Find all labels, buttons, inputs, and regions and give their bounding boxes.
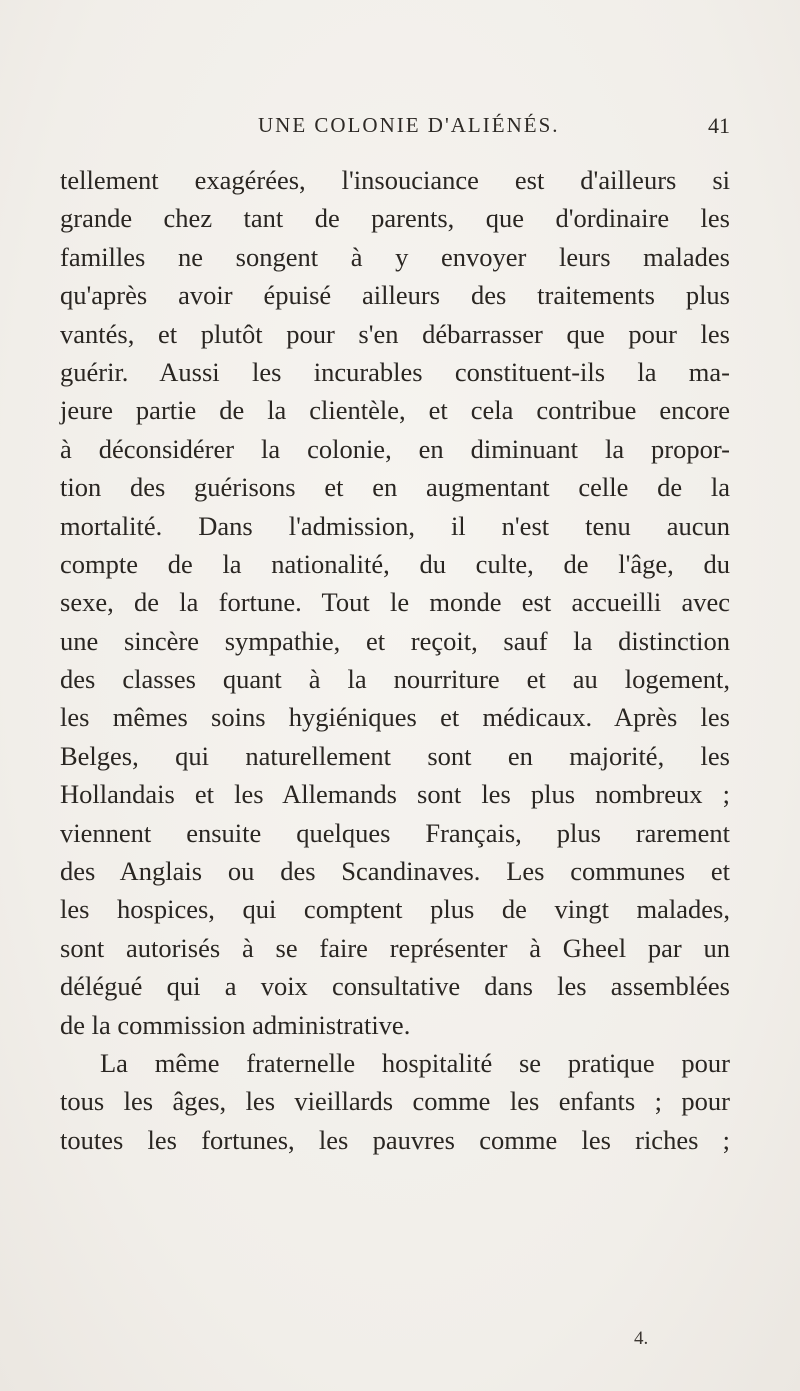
text-line: familles ne songent à y envoyer leurs malades [60,241,730,272]
page-number: 41 [708,113,730,138]
page-header [178,113,730,145]
text-line: délégué qui a voix consultative dans les assemblées [60,971,730,1002]
text-line: viennent ensuite quelques Français, plus rarement [60,817,730,848]
text-line: qu'après avoir épuisé ailleurs des traitements plus [60,280,730,311]
text-line: tion des guérisons et en augmentant celle de la [60,472,730,503]
text-line: Hollandais et les Allemands sont les plus nombreux ; [60,779,730,810]
text-line: guérir. Aussi les incurables constituent-ils la ma- [60,356,730,387]
text-line: compte de la nationalité, du culte, de l'âge, du [60,548,730,579]
text-line: les mêmes soins hygiéniques et médicaux. Après les [60,702,730,733]
text-line: les hospices, qui comptent plus de vingt malades, [60,894,730,925]
text-line: des classes quant à la nourriture et au logement, [60,664,730,695]
signature-mark: 4. [634,1328,649,1349]
text-line: vantés, et plutôt pour s'en débarrasser que pour les [60,318,730,349]
text-line: tellement exagérées, l'insouciance est d'ailleurs si [60,165,730,195]
body-text [60,161,730,1159]
text-line: jeure partie de la clientèle, et cela contribue encore [60,395,730,426]
text-line: grande chez tant de parents, que d'ordinaire les [60,203,730,234]
running-title: UNE COLONIE D'ALIÉNÉS. [258,113,560,137]
text-line: à déconsidérer la colonie, en diminuant la propor- [60,433,730,464]
text-line: des Anglais ou des Scandinaves. Les communes et [60,856,730,887]
text-line: sont autorisés à se faire représenter à Gheel par un [60,932,730,963]
text-line: sexe, de la fortune. Tout le monde est accueilli avec [60,587,730,618]
text-line: Belges, qui naturellement sont en majorité, les [60,740,730,771]
text-line: une sincère sympathie, et reçoit, sauf la distinction [60,625,730,656]
text-line: de la commission administrative. [60,1009,411,1040]
text-line: tous les âges, les vieillards comme les enfants ; pour [60,1086,730,1117]
text-line: mortalité. Dans l'admission, il n'est tenu aucun [60,510,730,541]
text-line: toutes les fortunes, les pauvres comme les riches ; [60,1124,730,1155]
text-line: La même fraternelle hospitalité se pratique pour [100,1047,730,1078]
